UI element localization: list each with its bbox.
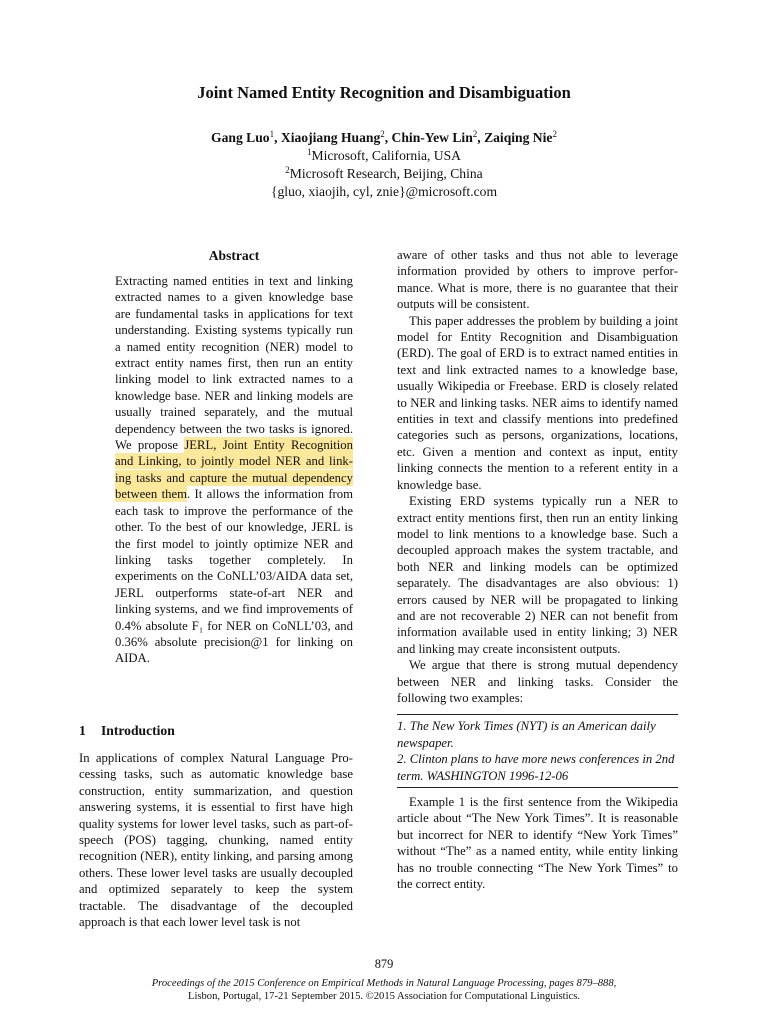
author-name: Xiaojiang Huang bbox=[280, 130, 381, 145]
introduction-paragraph-1: In applications of complex Natural Language Processing tasks, such as automatic knowledge base construction, entity summarization, and question answering systems, it is essential to first have high quality systems for lower level tasks, such as part-of-speech (POS) tagging, chunking, named entity recognition (NER), entity linking, and parsing among others. These lower level tasks are usually decoupled and optimized separately to keep the system tractable. The disadvantage of the decoupled approach is that each lower level task is not bbox=[79, 751, 353, 930]
author-sup: 2 bbox=[472, 129, 478, 139]
section-title: Introduction bbox=[101, 723, 175, 738]
affiliation-2 bbox=[0, 165, 768, 183]
affiliation-1 bbox=[0, 147, 768, 165]
author-block bbox=[0, 129, 768, 201]
intro-paragraph-5: Example 1 is the first sentence from the Wikipedia article about “The New York Times”. It is reasonable but incorrect for NER to identify “New York Times” without “The” as a named entity, while entity linking has no trouble connecting “The New York Times” to the correct entity. bbox=[397, 795, 678, 892]
intro-paragraph-3: Existing ERD systems typically run a NER to extract entity mentions first, then run an entity linking model to link mentions to a knowledge base. Such a decoupled approach makes the system tractable, and both NER and linking models can be optimized separately. The disadvantages are also obvious: 1) errors caused by NER will be propagated to linking and are not recoverable 2) NER can not benefit from information available used in entity linking; 3) NER and linking may create inconsistent outputs. bbox=[397, 494, 678, 656]
author-name: Gang Luo bbox=[211, 130, 270, 145]
author-sup: 2 bbox=[552, 129, 557, 139]
example-item: 2. Clinton plans to have more news conferences in 2nd term. WASHINGTON 1996-12-06 bbox=[397, 752, 675, 783]
intro-paragraph-continued: aware of other tasks and thus not able to leverage information provided by others to improve performance. What is more, there is no guarantee that their outputs will be consistent. bbox=[397, 248, 678, 312]
footer-copyright: ©2015 Association for Computational Linguistics. bbox=[365, 991, 581, 1002]
intro-paragraph-2: This paper addresses the problem by building a joint model for Entity Recognition and Disambiguation (ERD). The goal of ERD is to extract named entities in text and link extracted names to a knowledge base, usually Wikipedia or Freebase. ERD is closely related to NER and linking tasks. NER aims to identify named entities in text and classify mentions into predefined categories such as persons, organizations, locations, etc. Given a mention and context as input, entity linking connects the mention to a referent entity in a knowledge base. bbox=[397, 313, 678, 492]
affiliation-sup: 1 bbox=[306, 147, 312, 157]
abstract-text-before: Extracting named entities in text and linking extracted names to a given knowledge base are fundamental tasks in applications for text understanding. Existing systems typically run a named entity recognition (NER) model to extract entity names first, then run an entity linking model to link extracted names to a knowledge base. NER and linking models are usually trained separately, and the mutual dependency between the two tasks is ignored. We propose bbox=[115, 274, 353, 453]
author-sup: 1 bbox=[269, 129, 275, 139]
abstract-highlight: JERL, Joint Entity Recognition and Linking, to jointly model NER and linking tasks and capture the mutual dependency between them bbox=[115, 438, 353, 502]
author-sup: 2 bbox=[380, 129, 385, 139]
introduction-body bbox=[79, 750, 353, 930]
abstract-text bbox=[115, 273, 353, 667]
section-number: 1 bbox=[79, 723, 86, 738]
affiliation-text: Microsoft Research, Beijing, China bbox=[289, 166, 483, 181]
paper-title: Joint Named Entity Recognition and Disambiguation bbox=[197, 83, 571, 102]
proceedings-footer bbox=[0, 977, 768, 1003]
right-column bbox=[397, 247, 678, 892]
footer-line-2 bbox=[0, 990, 768, 1003]
section-heading-introduction bbox=[79, 722, 353, 740]
affiliation-sup: 2 bbox=[285, 165, 290, 175]
author-name: Chin-Yew Lin bbox=[391, 130, 473, 145]
example-item: 1. The New York Times (NYT) is an American daily newspaper. bbox=[397, 719, 656, 750]
author-emails: {gluo, xiaojih, cyl, znie}@microsoft.com bbox=[270, 184, 498, 199]
abstract-heading: Abstract bbox=[208, 248, 260, 263]
author-names: Gang Luo$^1$, Xiaojiang Huang$^2$, Chin-Yew Lin$^2$, Zaiqing Nie$^2$ bbox=[211, 129, 557, 145]
footer-line-1: Proceedings of the 2015 Conference on Empirical Methods in Natural Language Processing, pages 879–888, bbox=[151, 978, 617, 989]
affiliation-text: Microsoft, California, USA bbox=[311, 148, 461, 163]
page-number: 879 bbox=[374, 957, 394, 971]
footer-location: Lisbon, Portugal, 17-21 September 2015. bbox=[187, 991, 364, 1002]
left-column bbox=[115, 247, 353, 667]
author-name: Zaiqing Nie bbox=[484, 130, 553, 145]
abstract-text-after: . It allows the information from each task to improve the performance of the other. To the best of our knowledge, JERL is the first model to jointly optimize NER and linking tasks together completely. In experiments on the CoNLL’03/AIDA data set, JERL outperforms state-of-art NER and linking systems, and we find improvements of 0.4% absolute F₁ for NER on CoNLL’03, and 0.36% absolute precision@1 for linking on AIDA. bbox=[115, 487, 353, 666]
intro-paragraph-4: We argue that there is strong mutual dependency between NER and linking tasks. Consider the following two examples: bbox=[397, 658, 678, 705]
examples-box bbox=[397, 714, 678, 788]
